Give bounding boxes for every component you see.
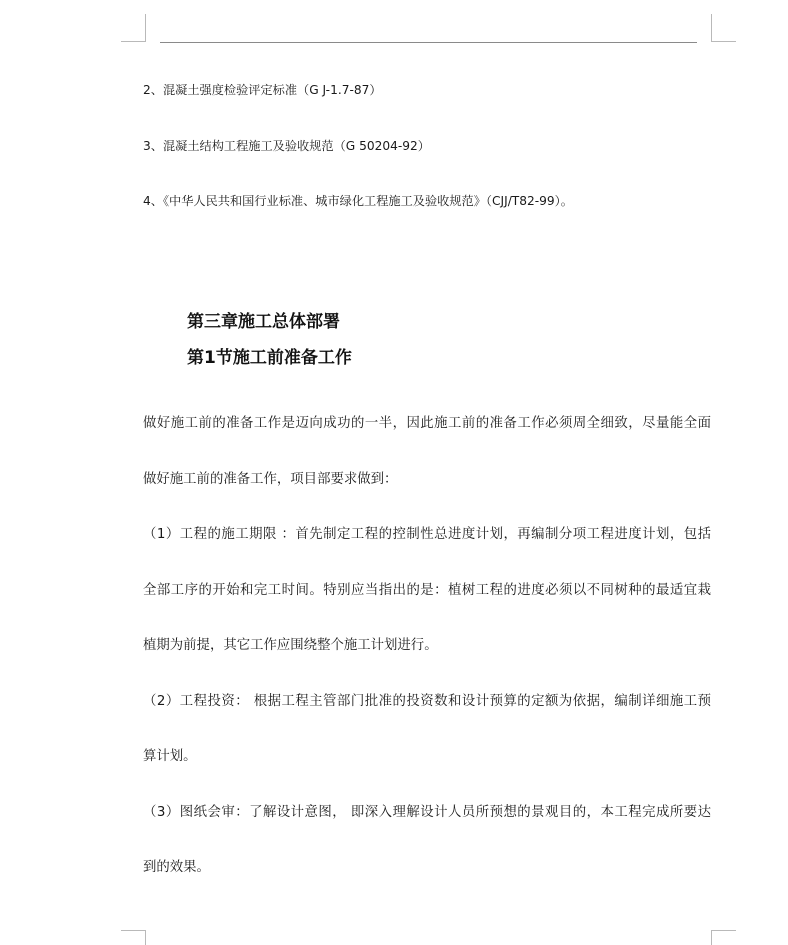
crop-mark-bottom-right	[711, 930, 736, 945]
body-line-6: （2）工程投资： 根据工程主管部门批准的投资数和设计预算的定额为依据，编制详细施工预	[143, 694, 711, 709]
chapter-title: 第三章施工总体部署	[187, 312, 340, 332]
body-line-9: 到的效果。	[143, 860, 210, 875]
standard-item-2: 2、混凝土强度检验评定标准（G J-1.7-87）	[143, 83, 382, 97]
crop-mark-bottom-left	[121, 930, 146, 945]
standard-item-4: 4、《中华人民共和国行业标准、城市绿化工程施工及验收规范》（CJJ/T82-99）。	[143, 194, 573, 208]
body-line-8: （3）图纸会审：了解设计意图， 即深入理解设计人员所预想的景观目的，本工程完成所要达	[143, 805, 711, 820]
standard-item-3: 3、混凝土结构工程施工及验收规范（G 50204-92）	[143, 139, 430, 153]
crop-mark-top-right	[711, 14, 736, 42]
body-line-7: 算计划。	[143, 749, 197, 764]
body-line-5: 植期为前提，其它工作应围绕整个施工计划进行。	[143, 638, 438, 653]
body-line-2: 做好施工前的准备工作，项目部要求做到：	[143, 472, 398, 487]
crop-mark-top-left	[121, 14, 146, 42]
body-line-4: 全部工序的开始和完工时间。特别应当指出的是：植树工程的进度必须以不同树种的最适宜栽	[143, 583, 711, 598]
header-rule	[160, 42, 697, 43]
section-title: 第1节施工前准备工作	[187, 348, 352, 368]
body-line-3: （1）工程的施工期限 ：首先制定工程的控制性总进度计划，再编制分项工程进度计划，包括	[143, 527, 711, 542]
body-line-1: 做好施工前的准备工作是迈向成功的一半，因此施工前的准备工作必须周全细致，尽量能全面	[143, 416, 711, 431]
